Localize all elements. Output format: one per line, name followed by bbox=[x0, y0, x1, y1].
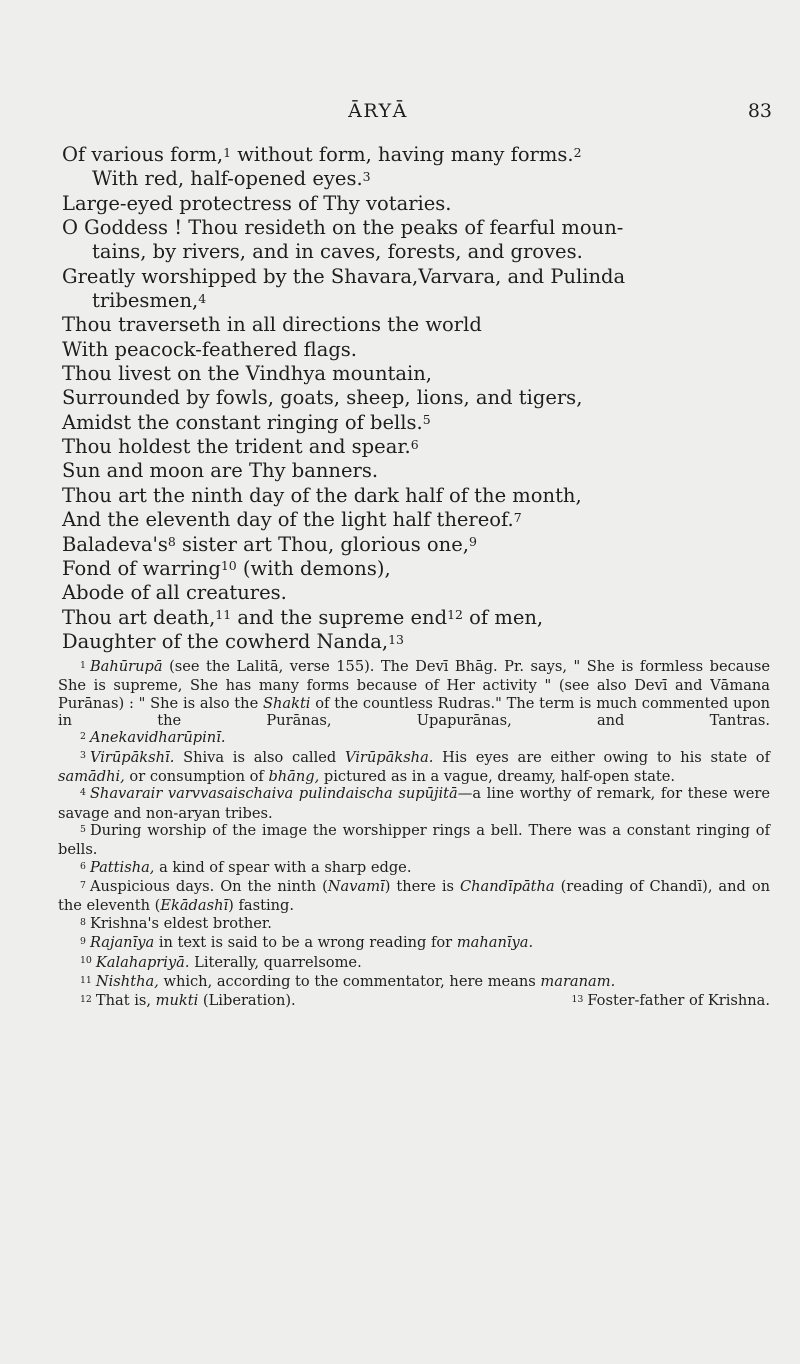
verse-line: With peacock-feathered flags. bbox=[62, 337, 358, 361]
page-header bbox=[0, 100, 800, 130]
footnote-12: $^{12}$ That is, mukti (Liberation). bbox=[80, 992, 296, 1010]
footnote-13: $^{13}$ Foster-father of Krishna. bbox=[571, 992, 770, 1010]
footnote-9: $^9$ Rajanīya in text is said to be a wrong reading for mahanīya. bbox=[80, 934, 534, 952]
footnote-marker: 2 bbox=[573, 144, 582, 160]
footnotes-12-13 bbox=[58, 992, 770, 1011]
verse-line: Amidst the constant ringing of bells.$^5$ bbox=[62, 410, 431, 434]
footnote-marker: 13 bbox=[388, 631, 404, 647]
verse-line: Of various form,$^1$ without form, having many forms.$^2$ bbox=[62, 143, 582, 166]
verse-line: Abode of all creatures. bbox=[62, 581, 287, 605]
footnote-6: $^6$ Pattisha, a kind of spear with a sharp edge. bbox=[80, 858, 412, 876]
verse-line: Thou traverseth in all directions the world bbox=[62, 313, 482, 337]
footnote-marker: 9 bbox=[468, 534, 477, 550]
footnotes bbox=[58, 658, 770, 1012]
footnote-5: $^5$ During worship of the image the worshipper rings a bell. There was a constant ringing of bells. bbox=[58, 822, 770, 859]
verse-line: tribesmen,$^4$ bbox=[92, 289, 207, 313]
footnote-3: $^3$ Virūpākshī. Shiva is also called Virūpāksha. His eyes are either owing to his state of samādhi, or consumption of bhāng, pictured as in a vague, dreamy, half-open state. bbox=[58, 748, 770, 786]
running-head: ĀRYĀ bbox=[348, 100, 408, 122]
footnote-marker: 5 bbox=[422, 412, 431, 428]
footnote-marker: 4 bbox=[198, 290, 207, 306]
footnote-marker: 6 bbox=[410, 436, 419, 452]
verse-line: Fond of warring$^{10}$ (with demons), bbox=[62, 556, 391, 580]
verse-line: Sun and moon are Thy banners. bbox=[62, 459, 379, 483]
verse-line: tains, by rivers, and in caves, forests, and groves. bbox=[92, 240, 583, 264]
footnote-marker: 1 bbox=[223, 144, 232, 160]
verse-line: Thou holdest the trident and spear.$^6$ bbox=[62, 435, 419, 459]
footnote-11: $^{11}$ Nishtha, which, according to the commentator, here means maranam. bbox=[80, 972, 616, 990]
page-number: 83 bbox=[747, 100, 772, 122]
footnote-2: $^2$ Anekavidharūpinī. bbox=[80, 729, 226, 747]
verse-line: Greatly worshipped by the Shavara,Varvara, and Pulinda bbox=[62, 264, 626, 288]
footnote-4: $^4$ Shavarair varvvasaischaiva pulindaischa supūjitā—a line worthy of remark, for these were savage and non-aryan tribes. bbox=[58, 785, 770, 822]
footnote-marker: 11 bbox=[215, 607, 232, 623]
verse-line: Thou art death,$^{11}$ and the supreme end$^{12}$ of men, bbox=[62, 605, 544, 629]
verse-line: Thou art the ninth day of the dark half of the month, bbox=[62, 483, 582, 507]
verse-line: $Baladeva's^8$ sister art Thou, glorious one,$^9$ bbox=[62, 532, 477, 556]
poem-text bbox=[62, 143, 782, 654]
footnote-7: $^7$ Auspicious days. On the ninth (Navamī) there is Chandīpātha (reading of Chandī), and on the eleventh (Ekādashī) fasting. bbox=[58, 878, 771, 915]
verse-line: Thou livest on the Vindhya mountain, bbox=[62, 362, 432, 386]
verse-line: Daughter of the cowherd Nanda,$^{13}$ bbox=[62, 629, 404, 653]
verse-line: O Goddess ! Thou resideth on the peaks of fearful moun- bbox=[62, 216, 624, 240]
footnote-8: $^8$ Krishna's eldest brother. bbox=[80, 914, 272, 932]
footnote-marker: 7 bbox=[513, 509, 522, 525]
verse-line: And the eleventh day of the light half thereof.$^7$ bbox=[62, 508, 522, 532]
footnote-marker: 10 bbox=[220, 558, 237, 574]
footnote-10: $^{10}$ Kalahapriyā. Literally, quarrelsome. bbox=[80, 953, 362, 971]
footnote-marker: 12 bbox=[447, 607, 463, 623]
verse-line: Large-eyed protectress of Thy votaries. bbox=[62, 191, 452, 215]
footnote-marker: 3 bbox=[362, 168, 371, 184]
verse-line: Surrounded by fowls, goats, sheep, lions, and tigers, bbox=[62, 386, 583, 410]
footnote-marker: 8 bbox=[167, 534, 176, 550]
verse-line: With red, half-opened eyes.$^3$ bbox=[92, 167, 371, 191]
footnote-1: $^1$ Bahūrupā (see the Lalitā, verse 155). The Devī Bhāg. Pr. says, " She is formless because She is supreme, She has many forms because of Her activity " (see also Devī and Vāmana Purānas) : " She is also the Shakti of the countless Rudras." The term is much commented upon in the Purānas, Upapurānas, and Tantras. bbox=[58, 658, 771, 730]
